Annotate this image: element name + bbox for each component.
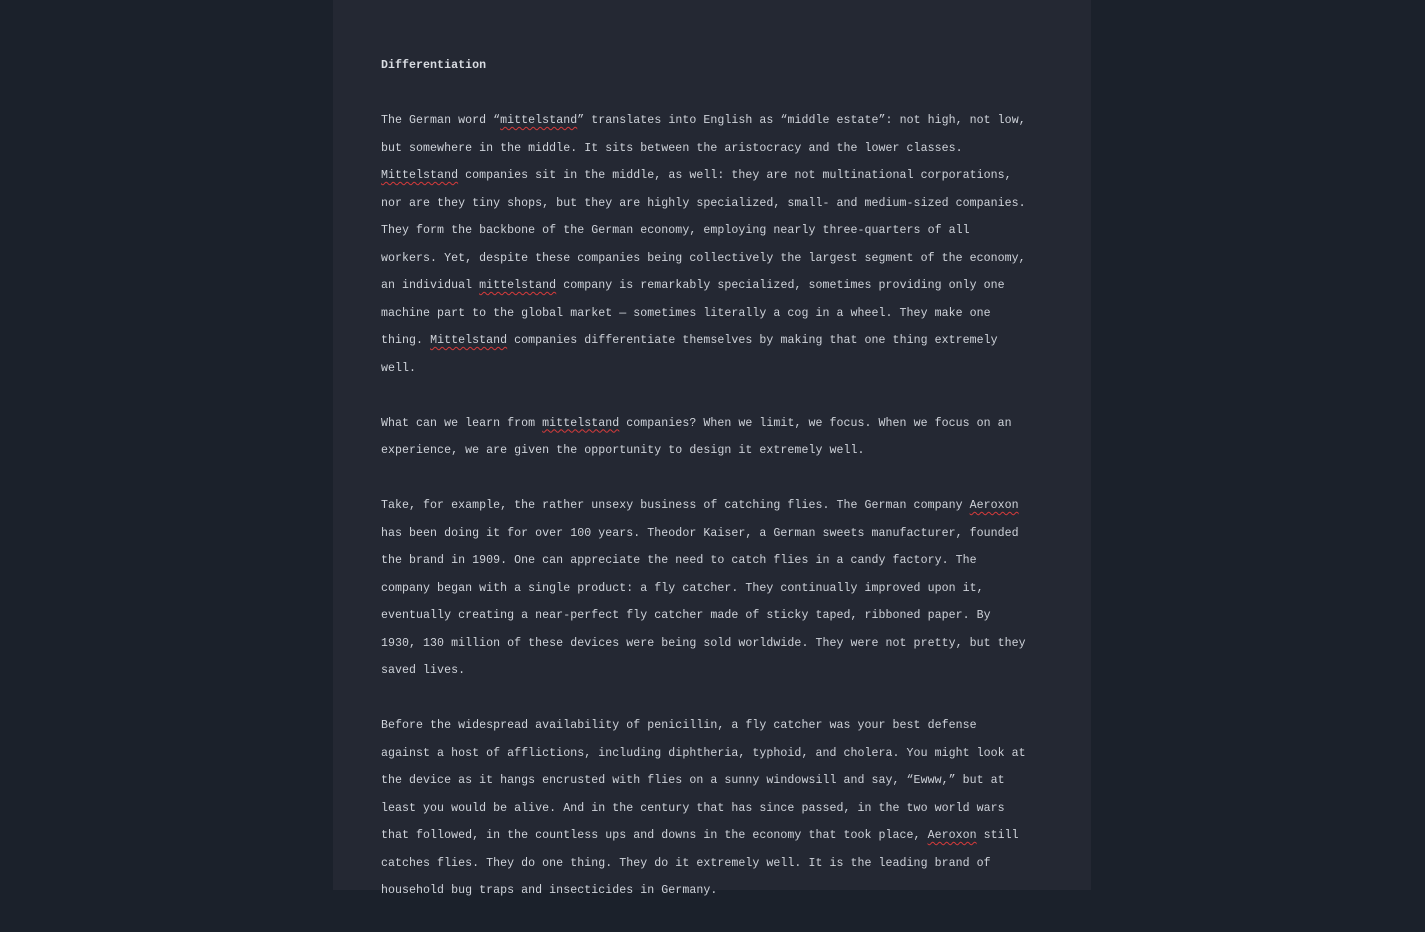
text-line bbox=[381, 630, 1031, 658]
text-run: thing. bbox=[381, 334, 431, 347]
text-run: machine part to the global market — sometimes literally a cog in a wheel. They make one bbox=[381, 306, 991, 320]
text-line bbox=[381, 107, 1031, 135]
text-run: eventually creating a near-perfect fly catcher made of sticky taped, ribboned paper. By bbox=[381, 609, 991, 622]
text-line bbox=[381, 410, 1031, 438]
text-line bbox=[381, 877, 1031, 905]
text-run: the device as it hangs encrusted with flies on a sunny windowsill and say, “Ewww,” but at bbox=[381, 774, 1005, 787]
text-run: experience, we are given the opportunity to design it extremely well. bbox=[381, 444, 865, 457]
text-line bbox=[381, 712, 1031, 740]
text-line bbox=[381, 575, 1031, 603]
text-line bbox=[381, 300, 1031, 328]
text-run: companies sit in the middle, as well: they are not multinational corporations, bbox=[458, 169, 1012, 182]
document-page[interactable] bbox=[333, 0, 1091, 897]
text-line bbox=[381, 327, 1031, 355]
text-line bbox=[381, 547, 1031, 575]
text-line bbox=[381, 850, 1031, 878]
text-run: The German word “ bbox=[381, 114, 501, 127]
text-line bbox=[381, 355, 1031, 383]
text-line bbox=[381, 767, 1031, 795]
text-run: an individual bbox=[381, 279, 480, 292]
text-run: but somewhere in the middle. It sits between the aristocracy and the lower classes. bbox=[381, 141, 963, 155]
text-line bbox=[381, 657, 1031, 685]
misspelled-word[interactable]: Mittelstand bbox=[381, 169, 459, 182]
text-line bbox=[381, 602, 1031, 630]
misspelled-word[interactable]: Mittelstand bbox=[430, 334, 508, 347]
section-heading: Differentiation bbox=[381, 59, 487, 72]
text-line bbox=[381, 795, 1031, 823]
paragraph[interactable] bbox=[381, 492, 1031, 685]
text-line bbox=[381, 135, 1031, 163]
text-line bbox=[381, 740, 1031, 768]
text-line bbox=[381, 492, 1031, 520]
text-run: well. bbox=[381, 361, 417, 375]
text-run: catches flies. They do one thing. They do it extremely well. It is the leading brand of bbox=[381, 856, 991, 870]
text-run: the brand in 1909. One can appreciate the need to catch flies in a candy factory. The bbox=[381, 554, 977, 567]
paragraph[interactable] bbox=[381, 107, 1031, 382]
text-run: companies? When we limit, we focus. When we focus on an bbox=[619, 416, 1012, 430]
misspelled-word[interactable]: mittelstand bbox=[479, 279, 557, 292]
misspelled-word[interactable]: mittelstand bbox=[542, 416, 620, 430]
misspelled-word[interactable]: mittelstand bbox=[500, 114, 578, 127]
text-run: 1930, 130 million of these devices were being sold worldwide. They were not pretty, but they bbox=[381, 636, 1026, 650]
text-run: least you would be alive. And in the century that has since passed, in the two world wars bbox=[381, 801, 1005, 815]
text-run: against a host of afflictions, including diphtheria, typhoid, and cholera. You might look at bbox=[381, 746, 1026, 760]
text-line bbox=[381, 217, 1031, 245]
text-run: has been doing it for over 100 years. Theodor Kaiser, a German sweets manufacturer, founded bbox=[381, 526, 1019, 540]
text-run: Take, for example, the rather unsexy business of catching flies. The German company bbox=[381, 499, 970, 512]
paragraph[interactable] bbox=[381, 410, 1031, 465]
paragraph[interactable] bbox=[381, 712, 1031, 905]
text-run: household bug traps and insecticides in Germany. bbox=[381, 884, 718, 897]
text-line bbox=[381, 437, 1031, 465]
text-run: ” translates into English as “middle estate”: not high, not low, bbox=[577, 114, 1026, 127]
text-run: saved lives. bbox=[381, 664, 466, 677]
misspelled-word[interactable]: Aeroxon bbox=[969, 499, 1019, 512]
text-line bbox=[381, 520, 1031, 548]
text-run: They form the backbone of the German economy, employing nearly three-quarters of all bbox=[381, 224, 970, 237]
text-run: company began with a single product: a fly catcher. They continually improved upon it, bbox=[381, 581, 984, 595]
text-run: workers. Yet, despite these companies being collectively the largest segment of the economy, bbox=[381, 251, 1026, 265]
text-run: company is remarkably specialized, sometimes providing only one bbox=[556, 279, 1005, 292]
text-run: that followed, in the countless ups and downs in the economy that took place, bbox=[381, 829, 928, 842]
text-run: still bbox=[976, 829, 1019, 842]
text-run: nor are they tiny shops, but they are highly specialized, small- and medium-sized companies. bbox=[381, 196, 1026, 210]
text-run: companies differentiate themselves by making that one thing extremely bbox=[507, 334, 998, 347]
text-run: What can we learn from bbox=[381, 416, 543, 430]
text-line bbox=[381, 822, 1031, 850]
misspelled-word[interactable]: Aeroxon bbox=[927, 829, 977, 842]
text-line bbox=[381, 190, 1031, 218]
text-line bbox=[381, 245, 1031, 273]
text-run: Before the widespread availability of penicillin, a fly catcher was your best defense bbox=[381, 719, 977, 732]
document-body[interactable] bbox=[381, 52, 1031, 932]
text-line bbox=[381, 162, 1031, 190]
text-line bbox=[381, 272, 1031, 300]
